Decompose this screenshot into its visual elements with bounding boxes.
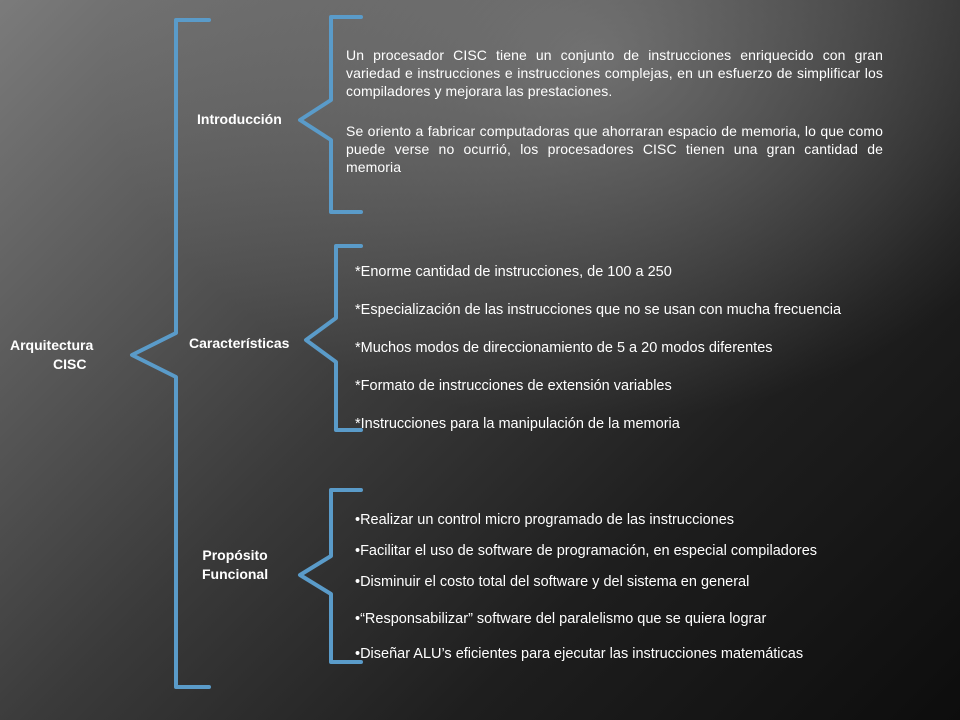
caracteristicas-item: *Enorme cantidad de instrucciones, de 100 a 250 bbox=[355, 264, 672, 280]
caracteristicas-item: *Formato de instrucciones de extensión variables bbox=[355, 378, 672, 394]
root-label-line2: CISC bbox=[53, 356, 87, 372]
caracteristicas-item: *Muchos modos de direccionamiento de 5 a 20 modos diferentes bbox=[355, 340, 773, 356]
proposito-item: •Facilitar el uso de software de programación, en especial compiladores bbox=[355, 543, 818, 559]
root-label-line1: Arquitectura bbox=[10, 337, 94, 353]
proposito-item: •Disminuir el costo total del software y del sistema en general bbox=[355, 574, 750, 590]
caracteristicas-item: *Instrucciones para la manipulación de la memoria bbox=[355, 416, 680, 432]
proposito-brace bbox=[300, 490, 361, 662]
proposito-label-line1: Propósito bbox=[202, 547, 268, 563]
caracteristicas-brace bbox=[306, 246, 361, 430]
caracteristicas-label: Características bbox=[189, 335, 290, 351]
caracteristicas-item: *Especialización de las instrucciones que no se usan con mucha frecuencia bbox=[355, 302, 842, 318]
introduccion-label: Introducción bbox=[197, 111, 282, 127]
introduccion-paragraph-1: Un procesador CISC tiene un conjunto de instrucciones enriquecido con gran variedad e instrucciones e instrucciones complejas, en un esfuerzo de simplificar los compiladores y mejorara las prestaciones. bbox=[346, 47, 883, 99]
proposito-label-line2: Funcional bbox=[202, 566, 269, 582]
proposito-label bbox=[202, 546, 268, 584]
introduccion-paragraph-2: Se oriento a fabricar computadoras que ahorraran espacio de memoria, lo que como puede verse no ocurrió, los procesadores CISC tienen una gran cantidad de memoria bbox=[346, 123, 883, 175]
proposito-item: •“Responsabilizar” software del paralelismo que se quiera lograr bbox=[355, 611, 767, 627]
root-label bbox=[10, 336, 110, 374]
proposito-item: •Realizar un control micro programado de las instrucciones bbox=[355, 512, 735, 528]
proposito-item: •Diseñar ALU’s eficientes para ejecutar las instrucciones matemáticas bbox=[355, 646, 804, 662]
